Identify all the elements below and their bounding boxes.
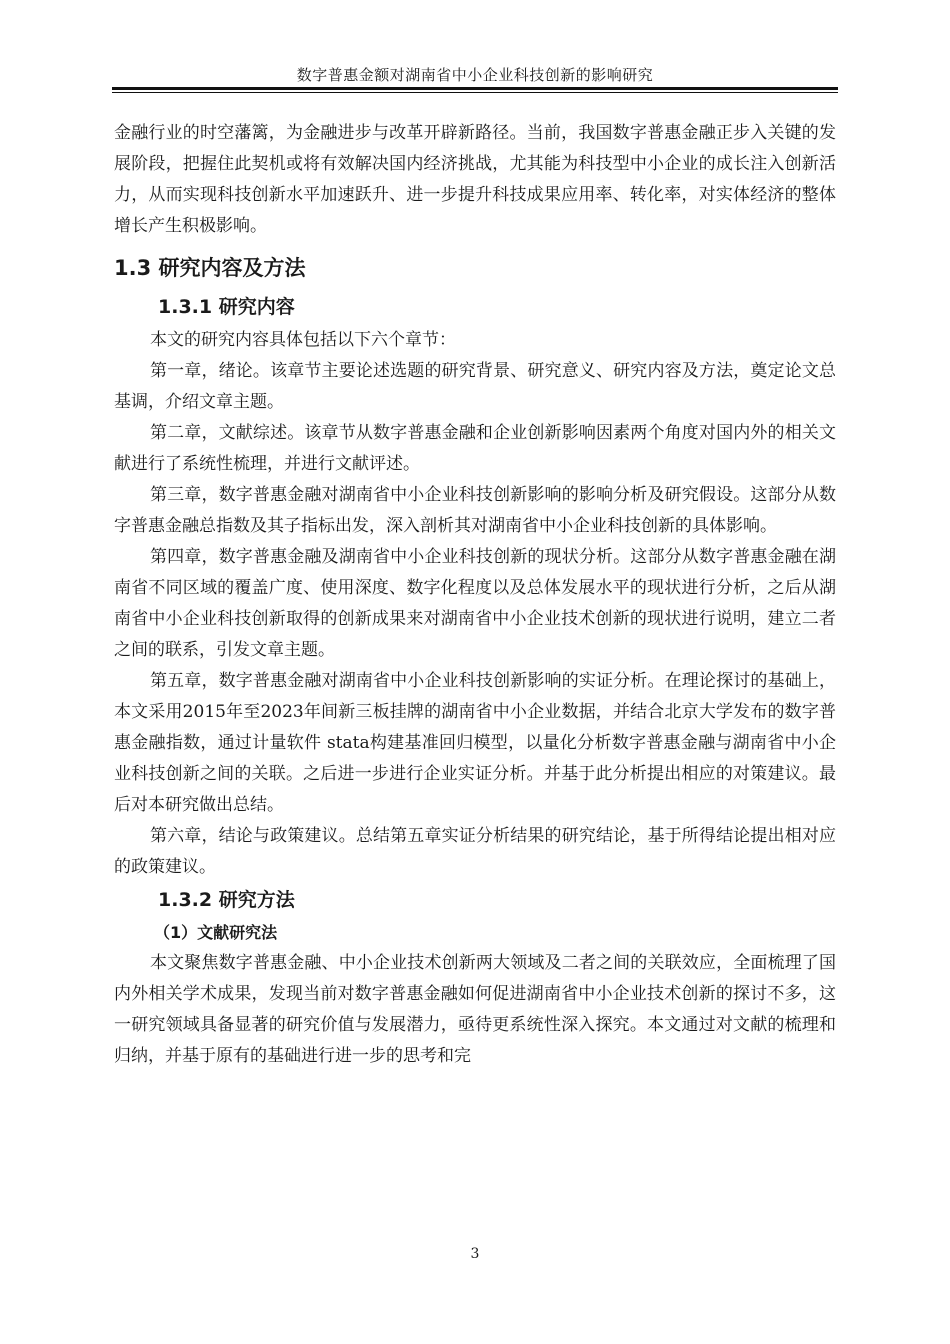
section-heading-1-3: 1.3 研究内容及方法 (114, 256, 306, 280)
paragraph-continued: 金融行业的时空藩篱，为金融进步与改革开辟新路径。当前，我国数字普惠金融正步入关键的发展阶段，把握住此契机或将有效解决国内经济挑战，尤其能为科技型中小企业的成长注入创新活力，从而实现科技创新水平加速跃升、进一步提升科技成果应用率、转化率，对实体经济的整体增长产生积极影响。 (114, 123, 836, 236)
paragraph-chapter-2: 第二章，文献综述。该章节从数字普惠金融和企业创新影响因素两个角度对国内外的相关文献进行了系统性梳理，并进行文献评述。 (114, 423, 836, 474)
page-number: 3 (470, 1246, 480, 1262)
paragraph-chapter-1: 第一章，绪论。该章节主要论述选题的研究背景、研究意义、研究内容及方法，奠定论文总基调，介绍文章主题。 (114, 361, 836, 412)
paragraph-chapter-3: 第三章，数字普惠金融对湖南省中小企业科技创新影响的影响分析及研究假设。这部分从数字普惠金融总指数及其子指标出发，深入剖析其对湖南省中小企业科技创新的具体影响。 (114, 485, 836, 536)
paragraph-literature-method: 本文聚焦数字普惠金融、中小企业技术创新两大领域及二者之间的关联效应，全面梳理了国内外相关学术成果，发现当前对数字普惠金融如何促进湖南省中小企业技术创新的探讨不多，这一研究领域具备显著的研究价值与发展潜力，亟待更系统性深入探究。本文通过对文献的梳理和归纳，并基于原有的基础进行进一步的思考和完 (114, 953, 836, 1066)
subsection-heading-1-3-1: 1.3.1 研究内容 (158, 296, 295, 318)
paragraph-chapter-6: 第六章，结论与政策建议。总结第五章实证分析结果的研究结论，基于所得结论提出相对应的政策建议。 (114, 826, 836, 877)
running-header: 数字普惠金额对湖南省中小企业科技创新的影响研究 (296, 66, 654, 84)
document-body (114, 118, 836, 1072)
method-heading-literature: （1）文献研究法 (154, 923, 278, 942)
header-rule-thin (112, 92, 838, 93)
paragraph-chapter-5: 第五章，数字普惠金融对湖南省中小企业科技创新影响的实证分析。在理论探讨的基础上，本文采用2015年至2023年间新三板挂牌的湖南省中小企业数据，并结合北京大学发布的数字普惠金融指数，通过计量软件 stata构建基准回归模型，以量化分析数字普惠金融与湖南省中小企业科技创新之间的关联。之后进一步进行企业实证分析。并基于此分析提出相应的对策建议。最后对本研究做出总结。 (114, 671, 836, 815)
header-rule-thick (112, 87, 838, 90)
paragraph-chapter-4: 第四章，数字普惠金融及湖南省中小企业科技创新的现状分析。这部分从数字普惠金融在湖南省不同区域的覆盖广度、使用深度、数字化程度以及总体发展水平的现状进行分析，之后从湖南省中小企业科技创新取得的创新成果来对湖南省中小企业技术创新的现状进行说明，建立二者之间的联系，引发文章主题。 (114, 547, 836, 660)
paragraph-intro: 本文的研究内容具体包括以下六个章节： (150, 330, 456, 350)
subsection-heading-1-3-2: 1.3.2 研究方法 (158, 889, 295, 911)
